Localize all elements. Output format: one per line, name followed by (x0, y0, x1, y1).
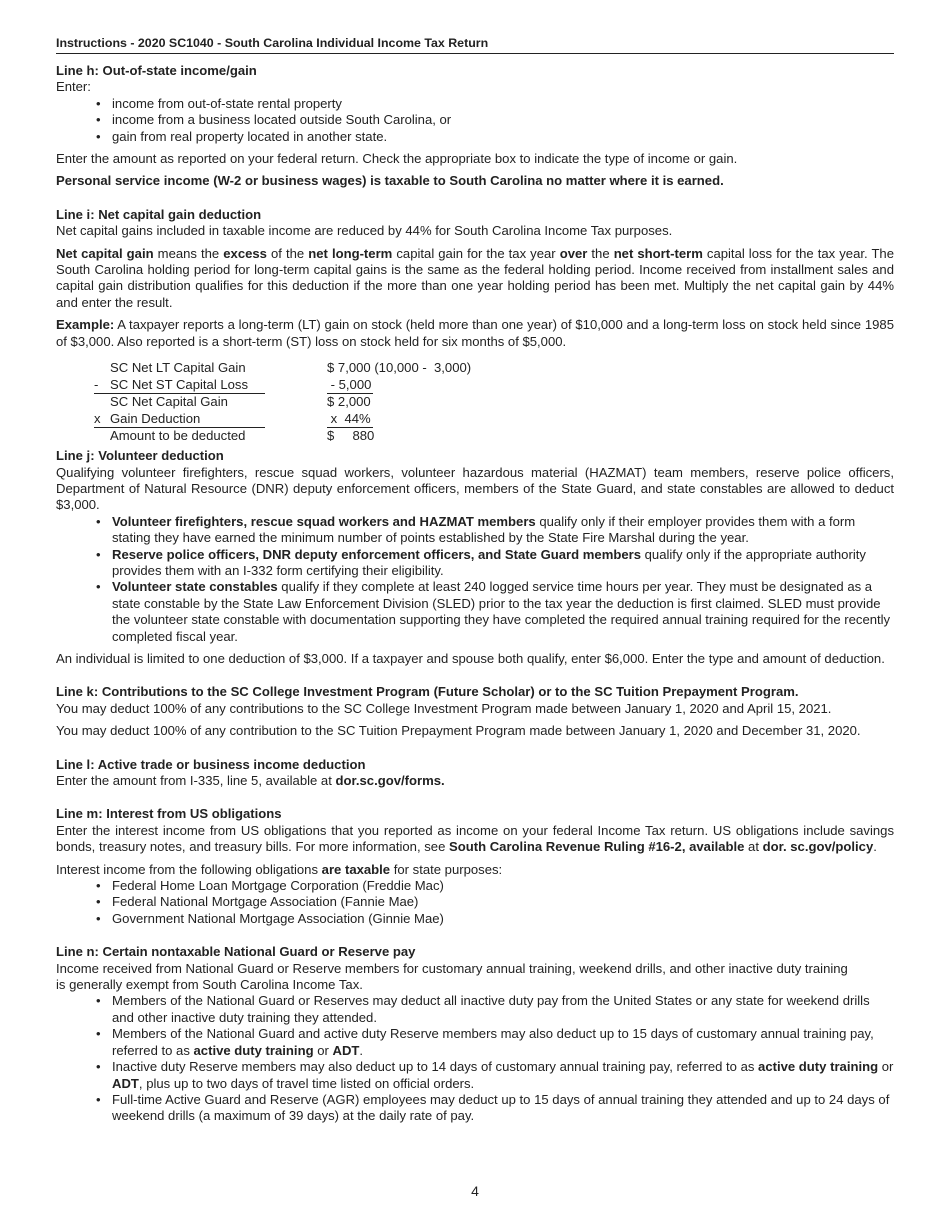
section-line-m (56, 806, 894, 927)
paragraph: Enter the interest income from US obligations that you reported as income on your federal Income Tax return. US obligations include savings bonds, treasury notes, and treasury bills. For more information, see South Carolina Revenue Ruling #16-2, available at dor. sc.gov/policy. (56, 822, 894, 855)
section-line-n (56, 944, 894, 1124)
paragraph: You may deduct 100% of any contributions to the SC College Investment Program made between January 1, 2020 and April 15, 2021. (56, 700, 832, 716)
section-line-h (56, 63, 894, 190)
bullet-list (56, 514, 894, 645)
section-title: Line h: Out-of-state income/gain (56, 63, 257, 78)
list-item: • Volunteer state constables qualify if they complete at least 240 logged service time hours per year. They must be designated as a state constable by the State Law Enforcement Division (SLED) prior to the tax year the deduction is first claimed. SLED must provide the volunteer state constable with documentation supporting they have completed the required annual training required for the recently completed fiscal year. (112, 579, 894, 645)
paragraph: Qualifying volunteer firefighters, rescue squad workers, volunteer hazardous material (HAZMAT) team members, reserve police officers, Department of Natural Resource (DNR) deputy enforcement officers, members of the State Guard, and state constables are allowed to deduct $3,000. (56, 464, 894, 513)
list-item: • Full-time Active Guard and Reserve (AGR) employees may deduct up to 15 days of annual training they attended and up to 24 days of weekend drills (a maximum of 39 days) at the daily rate of pay. (112, 1092, 894, 1125)
list-item: • Federal National Mortgage Association (Fannie Mae) (112, 894, 894, 910)
running-header: Instructions - 2020 SC1040 - South Carolina Individual Income Tax Return (56, 36, 894, 54)
table-row: x Gain Deduction x 44% (94, 411, 554, 428)
paragraph: Enter the amount as reported on your federal return. Check the appropriate box to indicate the type of income or gain. (56, 151, 738, 167)
section-title: Line k: Contributions to the SC College Investment Program (Future Scholar) or to the SC Tuition Prepayment Program. (56, 684, 799, 700)
bold-notice: Personal service income (W-2 or business wages) is taxable to South Carolina no matter where it is earned. (56, 173, 724, 189)
table-row: SC Net Capital Gain $ 2,000 (110, 394, 371, 410)
list-item: • Inactive duty Reserve members may also deduct up to 14 days of customary annual training pay, referred to as active duty training or ADT, plus up to two days of travel time listed on official orders. (112, 1059, 894, 1092)
section-line-j (56, 448, 894, 667)
paragraph: You may deduct 100% of any contribution to the SC Tuition Prepayment Program made between January 1, 2020 and December 31, 2020. (56, 723, 861, 739)
paragraph: Net capital gains included in taxable income are reduced by 44% for South Carolina Income Tax purposes. (56, 223, 673, 239)
intro-text: Enter: (56, 79, 91, 95)
section-title: Line l: Active trade or business income deduction (56, 756, 366, 772)
list-item: • Members of the National Guard or Reserves may deduct all inactive duty pay from the United States or any state for weekend drills and other inactive duty training they attended. (112, 993, 894, 1026)
table-row: Amount to be deducted $ 880 (110, 428, 375, 444)
section-line-i (56, 207, 894, 442)
section-line-k (56, 684, 894, 739)
paragraph: An individual is limited to one deduction of $3,000. If a taxpayer and spouse both qualify, enter $6,000. Enter the type and amount of deduction. (56, 650, 885, 666)
section-title: Line i: Net capital gain deduction (56, 206, 262, 222)
list-item: • income from a business located outside South Carolina, or (112, 112, 894, 128)
section-title: Line m: Interest from US obligations (56, 806, 282, 822)
section-line-l (56, 757, 894, 790)
section-title: Line n: Certain nontaxable National Guard or Reserve pay (56, 944, 416, 960)
list-item: • gain from real property located in another state. (112, 129, 894, 145)
calculation-table (94, 360, 554, 442)
table-row: - SC Net ST Capital Loss - 5,000 (94, 377, 372, 393)
document-page (56, 36, 894, 1125)
list-item: • Government National Mortgage Association (Ginnie Mae) (112, 911, 894, 927)
list-item: • Volunteer firefighters, rescue squad workers and HAZMAT members qualify only if their employer provides them with a form stating they have earned the minimum number of points established by the State Fire Marshal during the year. (112, 514, 894, 547)
page-number: 4 (471, 1183, 479, 1199)
example-label: Example: (56, 317, 115, 333)
paragraph: Interest income from the following obligations are taxable for state purposes: (56, 861, 503, 877)
paragraph: Income received from National Guard or Reserve members for customary annual training, weekend drills, and other inactive duty training is generally exempt from South Carolina Income Tax. (56, 960, 848, 993)
list-item: • income from out-of-state rental property (112, 96, 894, 112)
table-row: SC Net LT Capital Gain $ 7,000 (10,000 - 3,000) (110, 360, 472, 376)
list-item: • Reserve police officers, DNR deputy enforcement officers, and State Guard members qualify only if the appropriate authority provides them with an I-332 form certifying their eligibility. (112, 547, 894, 580)
paragraph: Enter the amount from I-335, line 5, available at dor.sc.gov/forms. (56, 773, 445, 788)
paragraph: Net capital gain means the excess of the net long-term capital gain for the tax year over the net short-term capital loss for the tax year. The South Carolina holding period for long-term capital gains is the same as the federal holding period. Income received from installment sales and capital gain distribution qualifies for this deduction if the more than one year holding period has been met. Multiply the net capital gain by 44% and enter the result. (56, 245, 895, 310)
example-paragraph: Example: A taxpayer reports a long-term (LT) gain on stock (held more than one year) of $10,000 and a long-term loss on stock held since 1985 of $3,000. Also reported is a short-term (ST) loss on stock held for six months of $5,000. (56, 317, 894, 349)
list-item: • Members of the National Guard and active duty Reserve members may also deduct up to 15 days of customary annual training pay, referred to as active duty training or ADT. (112, 1026, 894, 1059)
forms-link[interactable]: dor.sc.gov/forms. (335, 773, 445, 788)
bullet-list (56, 878, 894, 927)
bullet-list (56, 993, 894, 1124)
policy-link[interactable]: dor. sc.gov/policy (762, 839, 874, 855)
list-item: • Federal Home Loan Mortgage Corporation (Freddie Mac) (112, 878, 894, 894)
section-title: Line j: Volunteer deduction (56, 448, 224, 464)
term: Net capital gain (56, 245, 154, 261)
bullet-list (56, 96, 894, 145)
